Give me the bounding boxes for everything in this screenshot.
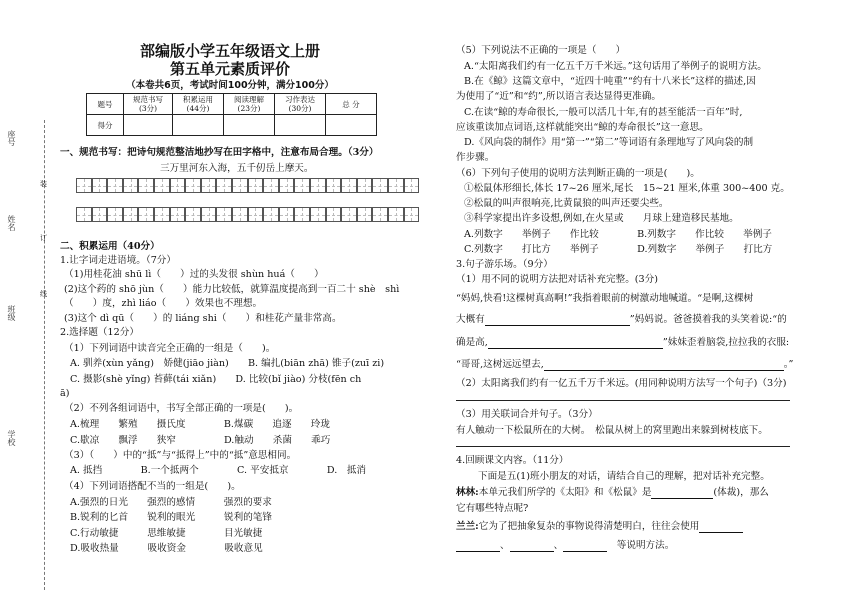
tianzige-cell[interactable] (216, 207, 232, 222)
tianzige-cell[interactable] (310, 207, 326, 222)
question-3-3: （3）用关联词合并句子。（3分） (456, 409, 598, 420)
tianzige-cell[interactable] (404, 178, 420, 193)
answer-blank[interactable] (456, 541, 500, 552)
tianzige-cell[interactable] (154, 207, 170, 222)
tianzige-cell[interactable] (279, 207, 295, 222)
question-2-5: （5）下列说法不正确的一项是（ ） (456, 45, 626, 56)
question-2-6-sentence-3: ③科学家提出许多设想,例如,在火星或 月球上建造移民基地。 (464, 213, 739, 224)
score-cell[interactable] (173, 115, 224, 136)
tianzige-cell[interactable] (76, 207, 92, 222)
class-label: 班级 (7, 305, 16, 321)
tianzige-cell[interactable] (404, 207, 420, 222)
score-cell[interactable] (275, 115, 326, 136)
tianzige-cell[interactable] (170, 178, 186, 193)
question-2-2-options-cd: C.歇凉 飘浮 狭窄 D.触动 杀菌 乖巧 (70, 435, 331, 446)
exam-title-line1: 部编版小学五年级语文上册 (139, 42, 320, 60)
exam-subtitle: （本卷共6页，考试时间100分钟，满分100分） (126, 80, 334, 91)
question-2-4-option-a: A.强烈的日光 强烈的感情 强烈的要求 (70, 497, 272, 508)
tianzige-cell[interactable] (372, 178, 388, 193)
speaker-name: 林林: (456, 487, 479, 498)
question-2-title: 2.选择题（12分） (60, 327, 139, 338)
question-4-linlin-cont: 它有哪些特点呢? (456, 503, 529, 514)
tianzige-cell[interactable] (185, 207, 201, 222)
section1-poem: 三万里河东入海，五千仞岳上摩天。 (160, 163, 314, 174)
question-3-1-blank-line-1: 大概有 ”妈妈说。爸爸摸着我的头笑着说:“的 (456, 314, 787, 325)
tianzige-cell[interactable] (357, 207, 373, 222)
tianzige-cell[interactable] (185, 178, 201, 193)
answer-blank[interactable] (563, 541, 607, 552)
school-label: 学校 (7, 430, 16, 446)
binding-char-2: 订 (40, 234, 47, 242)
score-header: 积累运用 (44分) (173, 94, 224, 115)
tianzige-cell[interactable] (92, 178, 108, 193)
exam-title-line2: 第五单元素质评价 (169, 60, 290, 78)
seat-number-label: 座号 (7, 130, 16, 146)
question-2-6-options-ab: A.列数字 举例子 作比较 B.列数字 作比较 举例子 (464, 229, 772, 240)
binding-char-3: 线 (40, 290, 47, 298)
score-header: 题号 (87, 94, 124, 115)
tianzige-cell[interactable] (326, 178, 342, 193)
tianzige-cell[interactable] (341, 207, 357, 222)
tianzige-cell[interactable] (138, 178, 154, 193)
question-2-5-option-d: D.《风向袋的制作》用“第一”“第二”等词语有条理地写了风向袋的制 (464, 137, 754, 148)
section2-title: 二、积累运用（40分） (60, 241, 160, 252)
question-2-5-option-d-cont: 作步骤。 (456, 152, 495, 163)
question-2-1-options-cd: C. 摄影(shè yǐng) 苔藓(tái xiǎn) D. 比较(bǐ jiào) 分枝(fēn ch (70, 374, 362, 385)
tianzige-cell[interactable] (388, 207, 404, 222)
tianzige-cell[interactable] (76, 178, 92, 193)
tianzige-cell[interactable] (107, 207, 123, 222)
question-2-1-options-wrap: ā) (60, 388, 70, 399)
question-2-2-options-ab: A.梳理 繁殖 摄氏度 B.煤碳 追逐 玲珑 (70, 419, 330, 430)
tianzige-cell[interactable] (107, 178, 123, 193)
answer-blank[interactable] (485, 315, 630, 326)
score-cell[interactable] (326, 115, 377, 136)
question-3-1-blank-line-2: 确是高, ”妹妹歪着脑袋,拉拉我的衣服: (456, 337, 790, 348)
question-1-title: 1.让字词走进语境。（7分） (60, 255, 176, 266)
score-header: 阅读理解 (23分) (224, 94, 275, 115)
question-2-2: （2）不列各组词语中，书写全部正确的一项是( )。 (64, 403, 299, 414)
question-2-1-options-ab: A. 驯养(xùn yǎng) 娇健(jiāo jiàn) B. 编扎(biān zhā) 锥子(zuī zi) (70, 358, 385, 369)
question-4-title: 4.回顾课文内容。（11分） (456, 455, 569, 466)
question-2-5-option-c-cont: 应该重读加点词语,这样就能突出“鲸的寿命很长”这一意思。 (456, 122, 709, 133)
tianzige-cell[interactable] (201, 178, 217, 193)
tianzige-cell[interactable] (201, 207, 217, 222)
tianzige-cell[interactable] (216, 178, 232, 193)
question-4-intro: 下面是五(1)班小朋友的对话，请结合自己的理解，把对话补充完整。 (478, 471, 770, 482)
answer-blank[interactable] (699, 522, 743, 533)
tianzige-cell[interactable] (263, 207, 279, 222)
tianzige-cell[interactable] (294, 178, 310, 193)
tianzige-cell[interactable] (341, 178, 357, 193)
question-2-5-option-b-cont: 为使用了“近”和“约”,所以语言表达显得更准确。 (456, 91, 661, 102)
question-2-5-option-a: A.“太阳离我们约有一亿五千万千米远。”这句话用了举例子的说明方法。 (464, 61, 767, 72)
name-label: 姓名 (7, 215, 16, 231)
question-2-4-option-d: D.吸收热量 吸收资金 吸收意见 (70, 543, 263, 554)
binding-char-1: 装 (40, 180, 47, 188)
tianzige-cell[interactable] (310, 178, 326, 193)
question-2-6-options-cd: C.列数字 打比方 举例子 D.列数字 举例子 打比方 (464, 244, 773, 255)
tianzige-cell[interactable] (232, 207, 248, 222)
tianzige-cell[interactable] (357, 178, 373, 193)
question-3-title: 3.句子游乐场。（9分） (456, 259, 553, 270)
score-row-label: 得分 (87, 115, 124, 136)
question-2-4: （4）下列词语搭配不当的一组是( )。 (64, 481, 241, 492)
score-cell[interactable] (224, 115, 275, 136)
answer-blank[interactable] (544, 360, 784, 371)
tianzige-cell[interactable] (92, 207, 108, 222)
question-3-1: （1）用不同的说明方法把对话补充完整。(3分) (456, 274, 658, 285)
tianzige-cell[interactable] (372, 207, 388, 222)
question-2-1: （1）下列词语中读音完全正确的一组是（ )。 (64, 343, 276, 354)
score-header: 习作表达 (30分) (275, 94, 326, 115)
score-cell[interactable] (124, 115, 173, 136)
question-1-2-cont: （ ）度，zhì liáo（ ）效果也不理想。 (64, 298, 263, 309)
tianzige-cell[interactable] (326, 207, 342, 222)
question-2-5-option-b: B.在《鲸》这篇文章中，“近四十吨重”“约有十八米长”这样的描述,因 (464, 76, 756, 87)
question-2-4-option-b: B.锐利的匕首 锐利的眼光 锐利的笔锋 (70, 512, 272, 523)
answer-blank[interactable] (510, 541, 554, 552)
answer-line[interactable] (456, 400, 790, 401)
tianzige-cell[interactable] (170, 207, 186, 222)
tianzige-cell[interactable] (248, 207, 264, 222)
tianzige-cell[interactable] (123, 178, 139, 193)
score-header: 总 分 (326, 94, 377, 115)
question-1-3: (3)这个 dì qū（ ）的 liáng shi（ ）和桂花产量非常高。 (64, 313, 342, 324)
tianzige-cell[interactable] (154, 178, 170, 193)
score-header: 规范书写 (3分) (124, 94, 173, 115)
question-4-lanlan-cont: 、 、 等说明方法。 (456, 539, 674, 552)
tianzige-cell[interactable] (248, 178, 264, 193)
tianzige-cell[interactable] (123, 207, 139, 222)
question-2-6-sentence-1: ①松鼠体形细长,体长 17~26 厘米,尾长 15~21 厘米,体重 300~400 克。 (464, 183, 790, 194)
answer-blank[interactable] (488, 338, 663, 349)
tianzige-cell[interactable] (279, 178, 295, 193)
question-2-4-option-c: C.行动敏捷 思维敏捷 目光敏捷 (70, 528, 263, 539)
score-table (86, 93, 377, 136)
question-3-3-sentences: 有人触动一下松鼠所在的大树。 松鼠从树上的窝里跑出来躲到树枝底下。 (456, 425, 768, 436)
answer-blank[interactable] (651, 488, 713, 499)
question-3-1-blank-line-3: “哥哥,这树远远望去, 。” (456, 359, 794, 370)
tianzige-cell[interactable] (294, 207, 310, 222)
question-3-2: （2）太阳离我们约有一亿五千万千米远。(用同种说明方法写一个句子)（3分) (456, 378, 787, 389)
question-2-6-sentence-2: ②松鼠的叫声很响亮,比黄鼠狼的叫声还要尖些。 (464, 198, 669, 209)
question-4-linlin: 林林:本单元我们所学的《太阳》和《松鼠》是 (体裁)，那么 (456, 487, 769, 498)
tianzige-cell[interactable] (232, 178, 248, 193)
tianzige-cell[interactable] (263, 178, 279, 193)
question-2-3-options: A. 抵挡 B.一个抵两个 C. 平安抵京 D. 抵消 (70, 465, 367, 476)
question-2-6: （6）下列句子使用的说明方法判断正确的一项是( )。 (456, 168, 700, 179)
question-1-1: （1)用桂花油 shū lì（ ）过的头发很 shùn huá（ ） (64, 269, 324, 280)
question-1-2: (2)这个药的 shō jùn（ ）能力比较低，就算温度提高到一百二十 shè shì (64, 284, 400, 295)
question-4-lanlan: 兰兰:它为了把抽象复杂的事物说得清楚明白，往往会使用 (456, 520, 743, 533)
tianzige-cell[interactable] (138, 207, 154, 222)
question-2-3: （3）（ ）中的“抵”与“抵得上”中的“抵”意思相同。 (64, 450, 297, 461)
answer-line[interactable] (456, 446, 790, 447)
section1-title: 一、规范书写：把诗句规范整洁地抄写在田字格中，注意布局合理。（3分） (60, 147, 379, 158)
question-2-5-option-c: C.在读“鲸的寿命很长,一般可以活几十年,有的甚至能活一百年”时, (464, 107, 743, 118)
speaker-name: 兰兰: (456, 521, 479, 532)
question-3-1-dialogue: “妈妈,快看!这棵树真高啊!”我指着眼前的树激动地喊道。“是啊,这棵树 (456, 293, 754, 304)
tianzige-cell[interactable] (388, 178, 404, 193)
